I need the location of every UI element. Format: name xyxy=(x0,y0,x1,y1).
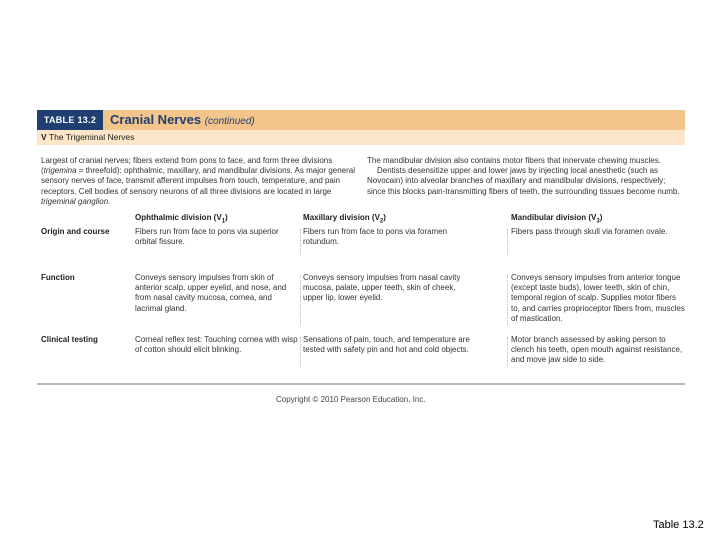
column-header-maxillary xyxy=(303,213,473,227)
row-label-clinical-testing: Clinical testing xyxy=(41,335,98,344)
section-header xyxy=(37,130,685,145)
column-header-label: Maxillary division (V xyxy=(303,213,380,222)
cell-function-maxillary: Conveys sensory impulses from nasal cavity mucosa, palate, upper teeth, skin of cheek, upper lip, lower eyelid. xyxy=(303,273,461,303)
section-numeral: V xyxy=(41,132,47,142)
column-header-mandibular xyxy=(511,213,685,227)
cell-function-ophthalmic: Conveys sensory impulses from skin of anterior scalp, upper eyelid, and nose, and from nasal cavity mucosa, cornea, and lacrimal gland. xyxy=(135,273,287,313)
column-header-close: ) xyxy=(225,213,228,222)
cell-origin-maxillary: Fibers run from face to pons via foramen rotundum. xyxy=(303,227,448,247)
table-title-text: Cranial Nerves xyxy=(110,112,202,127)
column-header-close: ) xyxy=(599,213,603,222)
column-divider xyxy=(507,337,508,367)
column-header-label: Ophthalmic division (V xyxy=(135,213,222,222)
intro-left-segment: trigeminal ganglion. xyxy=(41,196,111,206)
cell-clinical-ophthalmic: Corneal reflex test: Touching cornea with wisp of cotton should elicit blinking. xyxy=(135,335,298,355)
column-header-close: ) xyxy=(383,213,386,222)
intro-block xyxy=(37,145,685,213)
intro-left-segment: = threefold): ophthalmic, maxillary, and mandibular divisions. As major general sensory nerves of face, transmit afferent impulses from touch, temperature, and pain receptors. Cell bodies of sensory neurons of all three divisions are located in large xyxy=(41,166,356,196)
cranial-nerves-table xyxy=(37,110,685,374)
cell-origin-ophthalmic: Fibers run from face to pons via superior orbital fissure. xyxy=(135,227,279,247)
cell-clinical-mandibular: Motor branch assessed by asking person to clench his teeth, open mouth against resistance, and move jaw side to side. xyxy=(511,335,683,365)
slide-caption: Table 13.2 xyxy=(653,519,704,531)
intro-left-paragraph xyxy=(41,156,359,207)
row-label-origin: Origin and course xyxy=(41,227,110,236)
column-header-sub: 2 xyxy=(379,218,384,225)
column-header-label: Mandibular division (V xyxy=(511,213,597,222)
intro-left-segment: Largest of cranial nerves; fibers extend from pons to face, and form three divisions ( xyxy=(41,156,333,176)
column-header-sub: 3 xyxy=(596,218,600,225)
copyright-notice: Copyright © 2010 Pearson Education, Inc. xyxy=(276,395,426,404)
intro-left-segment: trigemina xyxy=(43,166,77,176)
column-divider xyxy=(507,275,508,325)
intro-right-paragraph-2: Dentists desensitize upper and lower jaws by injecting local anesthetic (such as Novocain) into alveolar branches of maxillary and mandibular divisions, respectively; since this blocks pain-transmitting fibers of teeth, the surrounding tissues become numb. xyxy=(367,166,680,196)
intro-right-paragraph-1: The mandibular division also contains motor fibers that innervate chewing muscles. xyxy=(367,156,661,165)
column-header-ophthalmic xyxy=(135,213,298,227)
column-divider xyxy=(507,229,508,255)
cell-clinical-maxillary: Sensations of pain, touch, and temperature are tested with safety pin and hot and cold objects. xyxy=(303,335,470,355)
cell-origin-mandibular: Fibers pass through skull via foramen ovale. xyxy=(511,227,668,236)
table-title xyxy=(110,111,255,131)
table-number-tag: TABLE 13.2 xyxy=(37,110,103,130)
cell-function-mandibular: Conveys sensory impulses from anterior tongue (except taste buds), lower teeth, skin of chin, temporal region of scalp. Supplies motor fibers to, and carries proprioceptor fibers from, muscles of mastication. xyxy=(511,273,685,323)
table-row xyxy=(37,227,685,257)
column-divider xyxy=(300,275,301,325)
table-row xyxy=(37,273,685,327)
column-divider xyxy=(300,229,301,255)
table-title-bar xyxy=(37,110,685,130)
table-title-suffix: (continued) xyxy=(204,116,255,127)
column-divider xyxy=(300,337,301,367)
table-row xyxy=(37,335,685,369)
intro-left xyxy=(41,156,359,207)
row-label-function: Function xyxy=(41,273,75,282)
column-header-sub: 1 xyxy=(221,218,226,225)
division-grid xyxy=(37,213,685,374)
section-name: The Trigeminal Nerves xyxy=(48,132,135,142)
table-bottom-rule xyxy=(37,383,685,385)
intro-right xyxy=(367,156,685,197)
